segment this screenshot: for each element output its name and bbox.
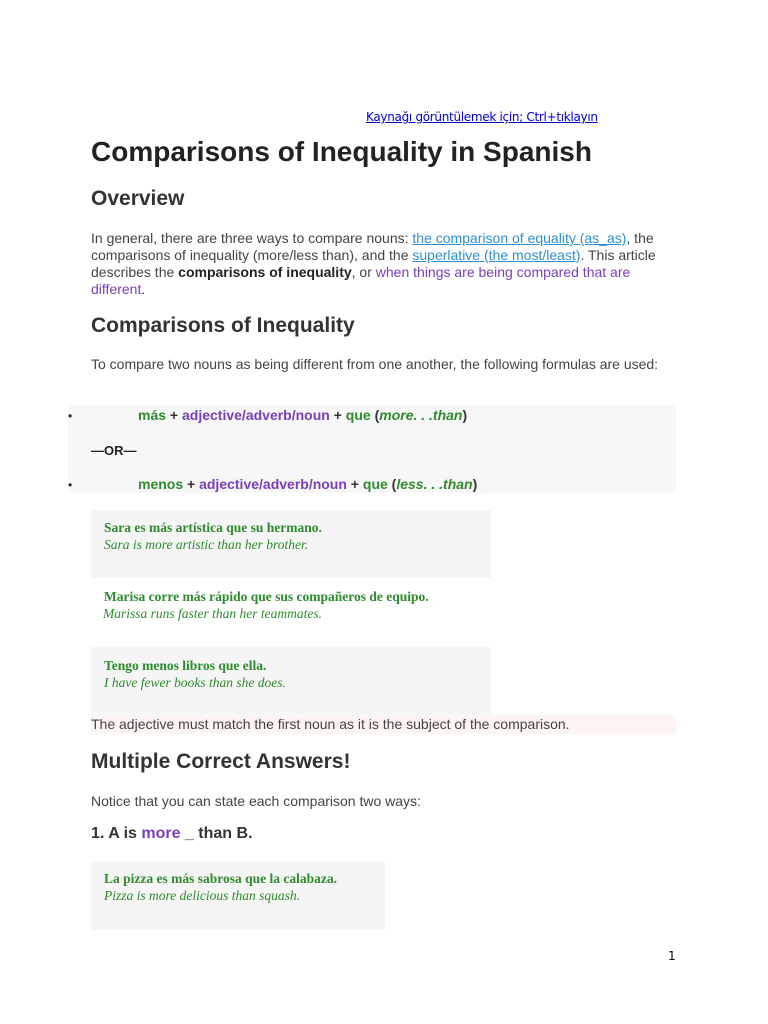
formula-gloss: more. . .than bbox=[379, 407, 463, 423]
pattern-text: _ than B. bbox=[180, 825, 253, 842]
formula-menos bbox=[138, 476, 477, 492]
example-spanish: La pizza es más sabrosa que la calabaza. bbox=[104, 871, 338, 886]
formula-mas-word: más bbox=[138, 407, 167, 423]
overview-bold-term: comparisons of inequality bbox=[178, 264, 352, 280]
example-box bbox=[91, 861, 385, 930]
example-box bbox=[91, 579, 491, 647]
example-spanish: Marisa corre más rápido que sus compañeros de equipo. bbox=[104, 589, 429, 604]
equality-link[interactable]: the comparison of equality (as_as) bbox=[412, 230, 627, 246]
formula-gloss: less. . .than bbox=[396, 476, 473, 492]
formula-plus: + bbox=[166, 407, 182, 423]
adjective-note: The adjective must match the first noun as it is the subject of the comparison. bbox=[91, 716, 570, 732]
page-title: Comparisons of Inequality in Spanish bbox=[91, 136, 592, 167]
overview-text-3: . This article describes the bbox=[91, 247, 656, 280]
formula-paren: ) bbox=[472, 476, 478, 492]
superlative-link[interactable]: superlative (the most/least) bbox=[412, 247, 581, 263]
multiple-heading: Multiple Correct Answers! bbox=[91, 750, 351, 773]
formula-adjective: adjective/adverb/noun bbox=[182, 407, 330, 423]
source-link[interactable]: Kaynağı görüntülemek için; Ctrl+tıklayın bbox=[366, 110, 598, 124]
page-number: 1 bbox=[668, 949, 676, 963]
example-box bbox=[91, 647, 491, 715]
formula-que: que bbox=[345, 407, 371, 423]
overview-text-4: , or bbox=[351, 264, 376, 280]
overview-purple-phrase: when things are being compared that are different bbox=[91, 264, 631, 297]
formula-paren: ( bbox=[370, 407, 380, 423]
overview-text-2: , the comparisons of inequality (more/less than), and the bbox=[91, 230, 654, 263]
overview-text-5: . bbox=[141, 281, 146, 297]
formula-plus: + bbox=[346, 476, 363, 492]
example-english: Pizza is more delicious than squash. bbox=[104, 888, 301, 903]
bullet-icon: • bbox=[68, 409, 73, 423]
inequality-intro: To compare two nouns as being different from one another, the following formulas are used: bbox=[91, 356, 659, 372]
example-english: Sara is more artistic than her brother. bbox=[104, 537, 309, 552]
bullet-icon: • bbox=[68, 478, 73, 492]
example-spanish: Sara es más artística que su hermano. bbox=[104, 520, 322, 535]
overview-text-1: In general, there are three ways to compare nouns: bbox=[91, 230, 413, 246]
example-box bbox=[91, 510, 491, 578]
pattern-text: 1. A is bbox=[91, 825, 142, 842]
overview-heading: Overview bbox=[91, 187, 185, 210]
pattern-more: more bbox=[141, 825, 181, 842]
or-divider: —OR— bbox=[91, 443, 137, 458]
formula-adjective: adjective/adverb/noun bbox=[199, 476, 347, 492]
formula-paren: ) bbox=[462, 407, 468, 423]
pattern-heading bbox=[91, 825, 253, 843]
formula-menos-word: menos bbox=[138, 476, 184, 492]
example-spanish: Tengo menos libros que ella. bbox=[104, 658, 267, 673]
inequality-heading: Comparisons of Inequality bbox=[91, 314, 355, 337]
overview-paragraph bbox=[91, 230, 661, 298]
formula-plus: + bbox=[183, 476, 200, 492]
formula-plus: + bbox=[329, 407, 346, 423]
formula-que: que bbox=[362, 476, 388, 492]
formula-mas bbox=[138, 407, 467, 423]
example-english: Marissa runs faster than her teammates. bbox=[103, 606, 322, 621]
example-english: I have fewer books than she does. bbox=[104, 675, 286, 690]
formula-paren: ( bbox=[387, 476, 397, 492]
multiple-intro: Notice that you can state each comparison two ways: bbox=[91, 793, 421, 809]
